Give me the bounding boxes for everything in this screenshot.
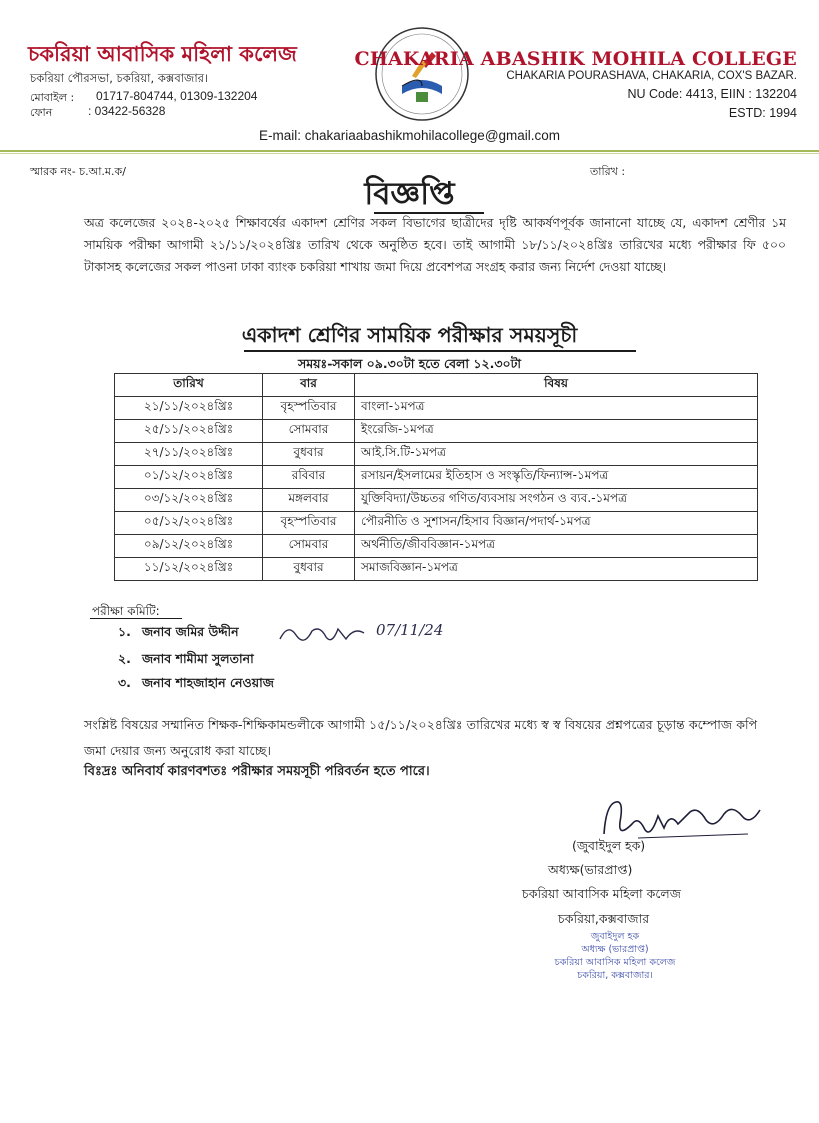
- schedule-time: সময়ঃ-সকাল ০৯.৩০টা হতে বেলা ১২.৩০টা: [297, 356, 522, 371]
- row-date: ১১/১২/২০২৪খ্রিঃ: [115, 558, 263, 581]
- row-subject: ইংরেজি-১মপত্র: [355, 420, 758, 443]
- committee-member: [118, 675, 274, 695]
- committee-heading: পরীক্ষা কমিটি:: [92, 604, 160, 618]
- principal-signature: [598, 794, 766, 844]
- table-row: [115, 535, 758, 558]
- header-date: তারিখ: [115, 374, 263, 397]
- member-signature: [276, 617, 372, 647]
- table-row: [115, 466, 758, 489]
- row-day: বৃহস্পতিবার: [263, 397, 355, 420]
- college-name-english: CHAKARIA ABASHIK MOHILA COLLEGE: [354, 48, 797, 70]
- college-email: E-mail: chakariaabashikmohilacollege@gmail.com: [258, 128, 561, 143]
- college-address-bangla: চকরিয়া পৌরসভা, চকরিয়া, কক্সবাজার।: [30, 71, 209, 85]
- row-subject: আই.সি.টি-১মপত্র: [355, 443, 758, 466]
- schedule-title-underline: [244, 350, 636, 352]
- exam-schedule-table: [114, 373, 758, 581]
- table-row: [115, 512, 758, 535]
- row-date: ০৩/১২/২০২৪খ্রিঃ: [115, 489, 263, 512]
- important-note: বিঃদ্রঃ অনিবার্য কারণবশতঃ পরীক্ষার সময়সূচী পরিবর্তন হতে পারে।: [84, 764, 430, 779]
- row-day: মঙ্গলবার: [263, 489, 355, 512]
- member-signature-date: 07/11/24: [376, 621, 444, 639]
- committee-member: [118, 651, 254, 671]
- college-address-english: CHAKARIA POURASHAVA, CHAKARIA, COX'S BAZAR.: [506, 70, 797, 82]
- principal-location: চকরিয়া,কক্সবাজার: [558, 911, 650, 926]
- header-divider-thin: [0, 153, 819, 154]
- college-logo: [372, 24, 472, 124]
- notice-paragraph: অত্র কলেজের ২০২৪-২০২৫ শিক্ষাবর্ষের একাদশ শ্রেণির সকল বিভাগের ছাত্রীদের দৃষ্টি আকর্ষণপূর্বক জানানো যাচ্ছে যে, একাদশ শ্রেণীর ১ম সাময়িক পরীক্ষা আগামী ২১/১১/২০২৪খ্রিঃ তারিখ থেকে অনুষ্ঠিত হবে। তাই আগামী ১৮/১১/২০২৪খ্রিঃ তারিখের মধ্যে পরীক্ষার ফি ৫০০ টাকাসহ কলেজের সকল পাওনা ঢাকা ব্যাংক চকরিয়া শাখায় জমা দিয়ে প্রবেশপত্র সংগ্রহ করার জন্য নির্দেশ দেওয়া যাচ্ছে।: [84, 215, 786, 274]
- table-row: [115, 420, 758, 443]
- member-number: ১.: [118, 624, 131, 639]
- committee-member: [118, 624, 239, 644]
- row-date: ০৫/১২/২০২৪খ্রিঃ: [115, 512, 263, 535]
- established-year: ESTD: 1994: [728, 106, 797, 120]
- header-subject: বিষয়: [355, 374, 758, 397]
- row-date: ২৫/১১/২০২৪খ্রিঃ: [115, 420, 263, 443]
- stamp-line: চকরিয়া আবাসিক মহিলা কলেজ: [554, 957, 676, 968]
- row-date: ০৯/১২/২০২৪খ্রিঃ: [115, 535, 263, 558]
- phone-label: ফোন: [30, 106, 53, 119]
- principal-designation: অধ্যক্ষ(ভারপ্রাপ্ত): [548, 862, 633, 877]
- mobile-numbers: 01717-804744, 01309-132204: [96, 89, 258, 103]
- phone-number: : 03422-56328: [88, 104, 166, 118]
- member-name: জনাব শাহজাহান নেওয়াজ: [142, 675, 274, 690]
- memo-number: স্মারক নং- চ.আ.ম.ক/: [30, 165, 126, 178]
- row-day: বুধবার: [263, 558, 355, 581]
- notice-title: বিজ্ঞপ্তি: [364, 176, 455, 212]
- stamp-line: চকরিয়া, কক্সবাজার।: [577, 970, 653, 981]
- row-day: সোমবার: [263, 420, 355, 443]
- schedule-title: একাদশ শ্রেণির সাময়িক পরীক্ষার সময়সূচী: [241, 323, 578, 347]
- date-label: তারিখ :: [590, 165, 626, 178]
- row-subject: সমাজবিজ্ঞান-১মপত্র: [355, 558, 758, 581]
- row-date: ০১/১২/২০২৪খ্রিঃ: [115, 466, 263, 489]
- row-subject: পৌরনীতি ও সুশাসন/হিসাব বিজ্ঞান/পদার্থ-১মপত্র: [355, 512, 758, 535]
- member-number: ৩.: [118, 675, 131, 690]
- closing-request: সংশ্লিষ্ট বিষয়ের সম্মানিত শিক্ষক-শিক্ষিকামন্ডলীকে আগামী ১৫/১১/২০২৪খ্রিঃ তারিখের মধ্যে স্ব স্ব বিষয়ের প্রশ্নপত্রের চূড়ান্ত কম্পোজ কপি জমা দেয়ার জন্য অনুরোধ করা যাচ্ছে।: [84, 717, 758, 758]
- committee-heading-underline: [90, 618, 182, 619]
- nu-code-eiin: NU Code: 4413, EIIN : 132204: [627, 87, 797, 101]
- college-name-bangla: চকরিয়া আবাসিক মহিলা কলেজ: [28, 42, 297, 66]
- row-date: ২১/১১/২০২৪খ্রিঃ: [115, 397, 263, 420]
- principal-college: চকরিয়া আবাসিক মহিলা কলেজ: [522, 886, 681, 901]
- row-day: বৃহস্পতিবার: [263, 512, 355, 535]
- row-day: রবিবার: [263, 466, 355, 489]
- table-row: [115, 558, 758, 581]
- header-divider: [0, 150, 819, 152]
- row-date: ২৭/১১/২০২৪খ্রিঃ: [115, 443, 263, 466]
- row-subject: বাংলা-১মপত্র: [355, 397, 758, 420]
- member-name: জনাব শামীমা সুলতানা: [142, 651, 254, 666]
- member-name: জনাব জমির উদ্দীন: [142, 624, 239, 639]
- table-header-row: [115, 374, 758, 397]
- row-subject: অর্থনীতি/জীববিজ্ঞান-১মপত্র: [355, 535, 758, 558]
- stamp-line: জুবাইদুল হক: [590, 931, 640, 942]
- row-subject: রসায়ন/ইসলামের ইতিহাস ও সংস্কৃতি/ফিন্যান্স-১মপত্র: [355, 466, 758, 489]
- header-day: বার: [263, 374, 355, 397]
- table-row: [115, 397, 758, 420]
- official-stamp: [540, 930, 690, 982]
- table-row: [115, 489, 758, 512]
- row-day: সোমবার: [263, 535, 355, 558]
- stamp-line: অধ্যক্ষ (ভারপ্রাপ্ত): [581, 944, 649, 955]
- principal-name: (জুবাইদুল হক): [572, 838, 646, 853]
- mobile-label: মোবাইল :: [30, 91, 75, 104]
- member-number: ২.: [118, 651, 131, 666]
- table-row: [115, 443, 758, 466]
- row-day: বুধবার: [263, 443, 355, 466]
- row-subject: যুক্তিবিদ্যা/উচ্চতর গণিত/ব্যবসায় সংগঠন ও ব্যব.-১মপত্র: [355, 489, 758, 512]
